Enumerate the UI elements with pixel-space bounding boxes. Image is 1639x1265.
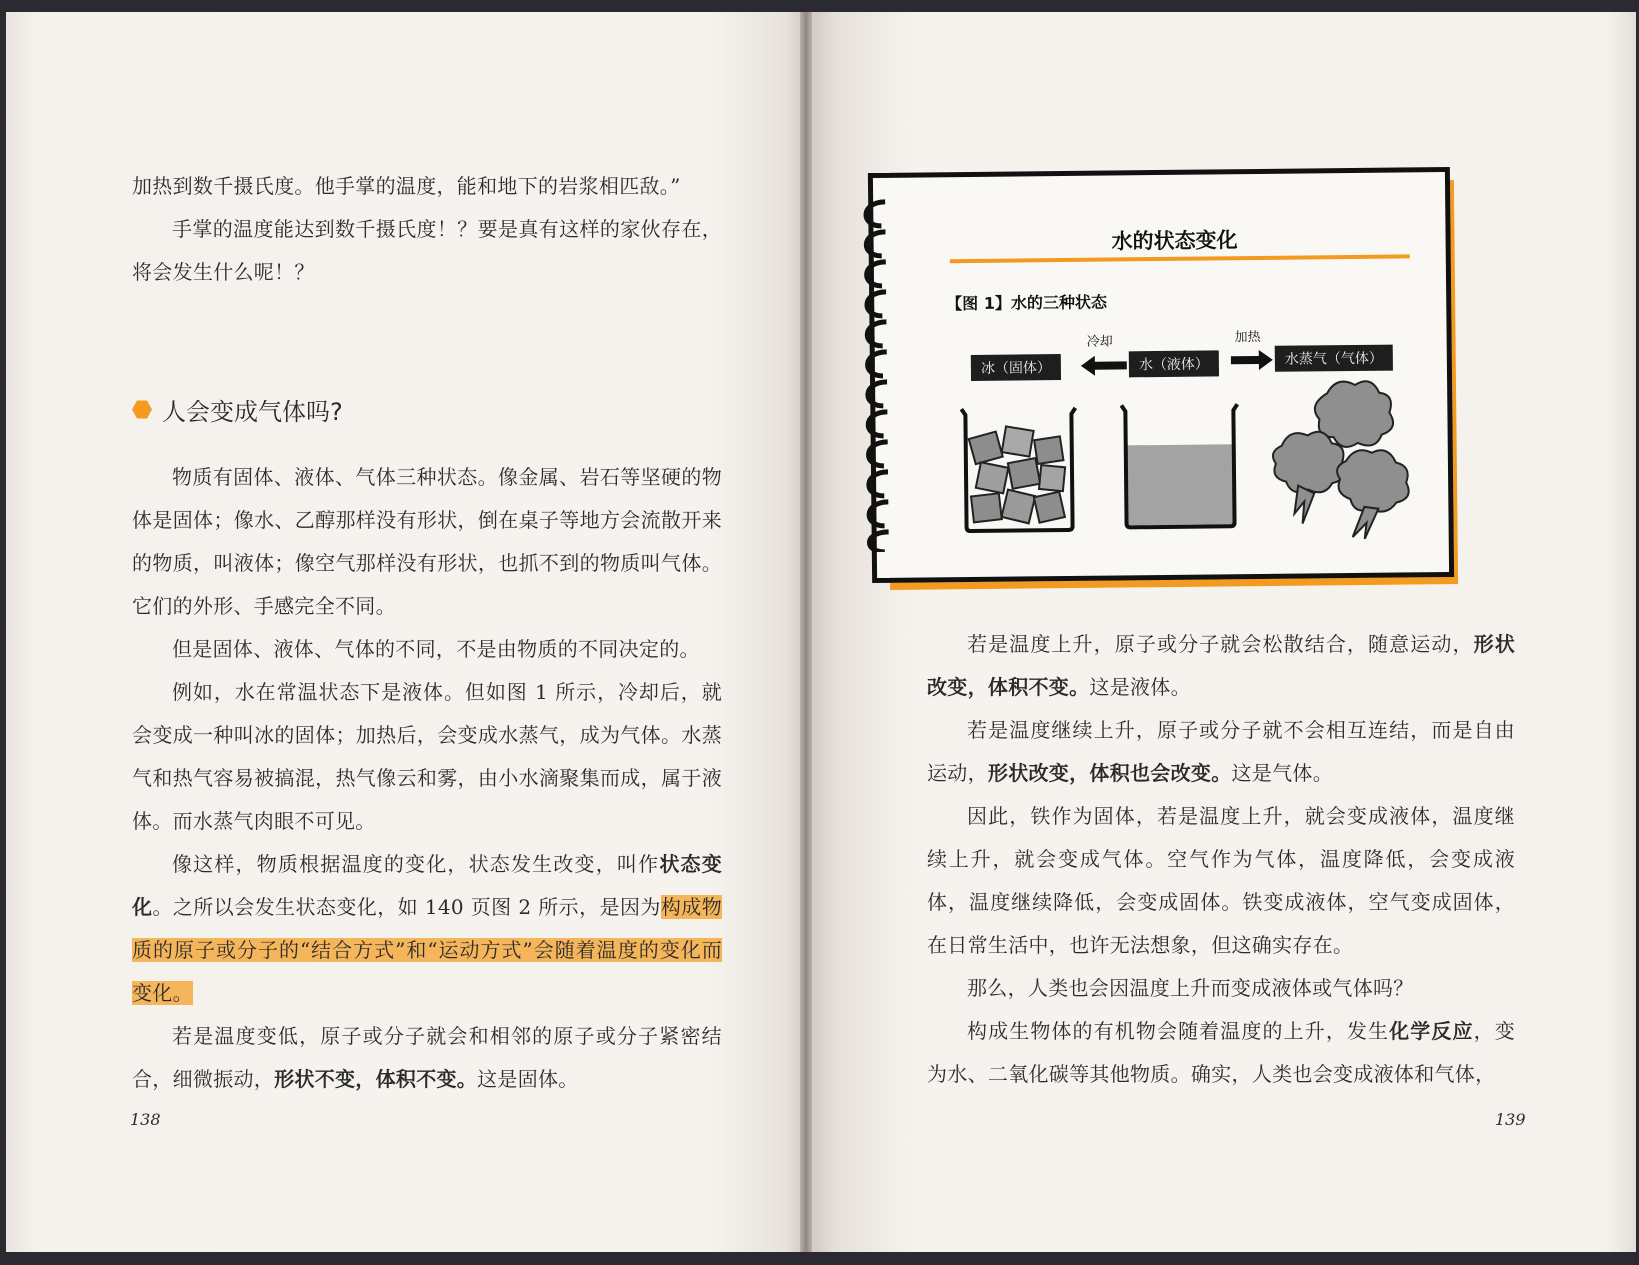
- paragraph-state-change: [132, 843, 722, 1015]
- beaker-ice-illustration: [955, 404, 1082, 535]
- state-solid-box: 冰（固体）: [971, 354, 1061, 381]
- text-run: 构成生物体的有机物会随着温度的上升，发生: [967, 1019, 1390, 1043]
- right-body-text: [927, 623, 1515, 1096]
- bold-term: 形状改变，体积也会改变。: [987, 761, 1232, 785]
- bold-term: 形状改变，体积不变。: [927, 632, 1516, 699]
- highlighted-text: 构成物质的原子或分子的“结合方式”和“运动方式”会随着温度的变化而变化。: [132, 895, 722, 1005]
- state-gas-box: 水蒸气（气体）: [1275, 345, 1393, 372]
- paragraph-solid: [132, 1015, 722, 1101]
- text-run: 若是温度变低，原子或分子就会和相邻的原子或分子紧密结合，细微振动，: [132, 1024, 722, 1091]
- bold-term: 形状不变，体积不变。: [274, 1067, 478, 1091]
- figure-caption: 【图 1】水的三种状态: [946, 292, 1108, 314]
- text-run: 若是温度上升，原子或分子就会松散结合，随意运动，: [967, 632, 1474, 656]
- paragraph: 物质有固体、液体、气体三种状态。像金属、岩石等坚硬的物体是固体；像水、乙醇那样没有形状，倒在桌子等地方会流散开来的物质，叫液体；像空气那样没有形状，也抓不到的物质叫气体。它们的外形、手感完全不同。: [132, 465, 722, 618]
- state-liquid-box: 水（液体）: [1129, 350, 1219, 377]
- hexagon-bullet-icon: [132, 400, 152, 420]
- section-title: 人会变成气体吗?: [162, 398, 343, 426]
- paragraph-gas: [927, 709, 1515, 795]
- spiral-binding-icon: [855, 192, 895, 552]
- text-run: ，变为水、二氧化碳等其他物质。确实，人类也会变成液体和气体，: [927, 1019, 1516, 1086]
- paragraph: 手掌的温度能达到数千摄氏度！？要是真有这样的家伙存在，将会发生什么呢！？: [132, 217, 722, 284]
- figure-title-rule: [950, 254, 1410, 263]
- text-run: 像这样，物质根据温度的变化，状态发生改变，叫作: [172, 852, 660, 876]
- text-run: 这是气体。: [1231, 761, 1334, 785]
- bold-term: 状态变化: [132, 852, 722, 919]
- paragraph-chem: [927, 1010, 1515, 1096]
- left-top-text: [132, 165, 722, 294]
- book-gutter: [800, 12, 812, 1252]
- arrow-right-icon: [1231, 350, 1273, 370]
- steam-cloud-illustration: [1267, 372, 1419, 544]
- paragraph: 那么，人类也会因温度上升而变成液体或气体吗？: [967, 976, 1414, 1000]
- figure-title: 水的状态变化: [1111, 228, 1238, 254]
- cool-label: 冷却: [1086, 334, 1113, 350]
- page-number-right: 139: [1495, 1110, 1526, 1129]
- text-run: 若是温度继续上升，原子或分子就不会相互连结，而是自由运动，: [927, 718, 1515, 785]
- notebook-figure: [868, 167, 1454, 583]
- text-run: 。之所以会发生状态变化，如 140 页图 2 所示，是因为: [152, 895, 661, 919]
- paragraph: 因此，铁作为固体，若是温度上升，就会变成液体，温度继续上升，就会变成气体。空气作为气体，温度降低，会变成液体，温度继续降低，会变成固体。铁变成液体，空气变成固体，在日常生活中，也许无法想象，但这确实存在。: [927, 804, 1515, 957]
- bold-term: 化学反应: [1389, 1019, 1474, 1043]
- left-body-text: [132, 456, 722, 1101]
- text-run: 这是固体。: [477, 1067, 579, 1091]
- paragraph: 但是固体、液体、气体的不同，不是由物质的不同决定的。: [172, 637, 700, 661]
- beaker-water-illustration: [1115, 400, 1244, 531]
- heat-label: 加热: [1234, 329, 1261, 346]
- section-heading: [132, 392, 343, 427]
- text-run: 这是液体。: [1089, 675, 1191, 699]
- arrow-left-icon: [1081, 355, 1127, 375]
- page-number-left: 138: [130, 1110, 161, 1129]
- paragraph-liquid: [927, 623, 1515, 709]
- paragraph: 加热到数千摄氏度。他手掌的温度，能和地下的岩浆相匹敌。”: [132, 174, 681, 198]
- paragraph: 例如，水在常温状态下是液体。但如图 1 所示，冷却后，就会变成一种叫冰的固体；加热后，会变成水蒸气，成为气体。水蒸气和热气容易被搞混，热气像云和雾，由小水滴聚集而成，属于液体。而水蒸气肉眼不可见。: [132, 680, 722, 833]
